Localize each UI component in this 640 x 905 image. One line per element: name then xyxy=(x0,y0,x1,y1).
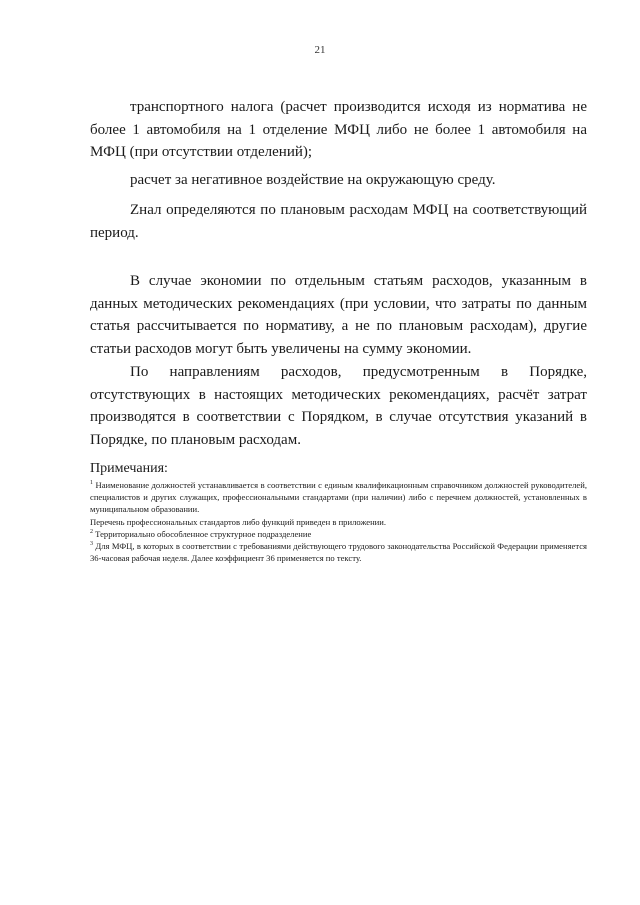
paragraph-savings: В случае экономии по отдельным статьям расходов, указанным в данных методических рекомендациях (при условии, что затраты по данным статья рассчитывается по нормативу, а не по плановым расходам), другие статьи расходов могут быть увеличены на сумму экономии. xyxy=(90,273,587,357)
page-number: 21 xyxy=(314,44,326,56)
paragraph-directions: По направлениям расходов, предусмотренным в Порядке, отсутствующих в настоящих методических рекомендациях, расчёт затрат производятся в соответствии с Порядком, в случае отсутствия указаний в Порядке, по плановым расходам. xyxy=(90,364,587,448)
footnote-1 xyxy=(90,479,587,516)
paragraph-znal: Zнал определяются по плановым расходам МФЦ на соответствующий период. xyxy=(90,202,587,241)
footnote-marker: 1 xyxy=(90,480,93,487)
notes-section xyxy=(90,461,587,564)
footnote-text: Территориально обособленное структурное подразделение xyxy=(95,528,312,539)
paragraph-transport-tax: транспортного налога (расчет производится исходя из норматива не более 1 автомобиля на 1 отделение МФЦ либо не более 1 автомобиля на МФЦ (при отсутствии отделений); xyxy=(90,99,587,160)
footnote-text: Наименование должностей устанавливается в соответствии с единым квалификационным справочником должностей руководителей, специалистов и других служащих, профессиональными стандартами (при наличии) либо с перечнем должностей, установленных в муниципальном образовании. xyxy=(90,480,587,515)
document-body xyxy=(90,96,587,451)
paragraph-environment-fee: расчет за негативное воздействие на окружающую среду. xyxy=(130,171,496,188)
notes-title: Примечания: xyxy=(90,461,168,476)
footnote-marker: 3 xyxy=(90,541,93,548)
footnote-1-extra: Перечень профессиональных стандартов либо функций приведен в приложении. xyxy=(90,516,387,527)
footnote-3 xyxy=(90,540,587,564)
footnote-2 xyxy=(90,528,587,540)
footnote-text: Для МФЦ, в которых в соответствии с требованиями действующего трудового законодательства Российской Федерации применяется 36-часовая рабочая неделя. Далее коэффициент 36 применяется по тексту. xyxy=(90,541,587,564)
footnote-marker: 2 xyxy=(90,528,93,535)
